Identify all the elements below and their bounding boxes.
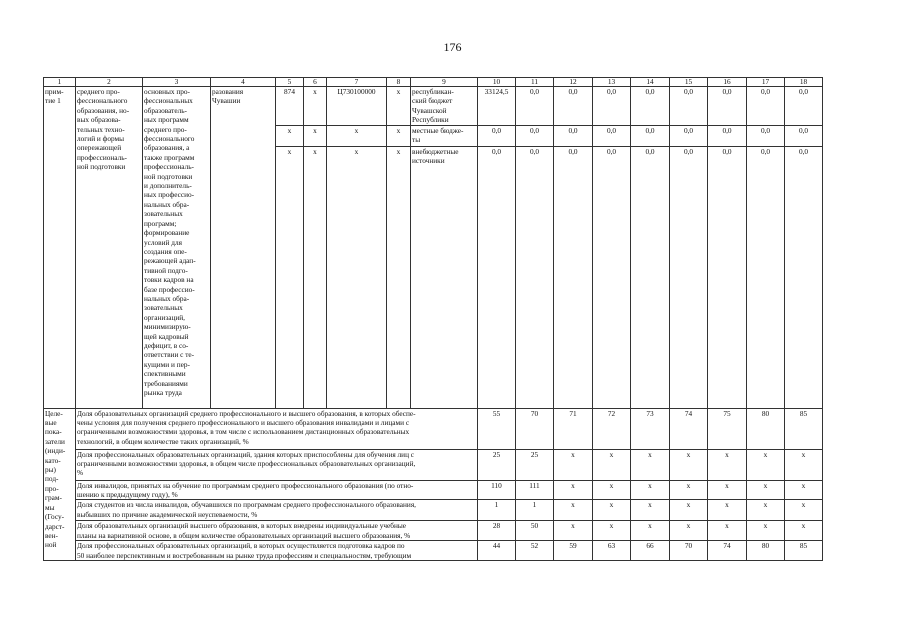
indicator-value: 28 (478, 521, 516, 541)
indicator-value: 1 (516, 500, 554, 521)
funding-value: 0,0 (593, 125, 631, 146)
indicator-value: 25 (516, 449, 554, 480)
col4-executor: разования Чувашии (211, 87, 276, 409)
indicator-value: 85 (785, 541, 823, 561)
indicator-value: 73 (631, 408, 670, 449)
indicator-value: х (670, 521, 708, 541)
indicator-value: 74 (670, 408, 708, 449)
funding-value: 0,0 (478, 146, 516, 408)
funding-source: местные бюдже- ты (411, 125, 478, 146)
expense-type-code: х (387, 125, 411, 146)
grbs-code: 874 (276, 87, 304, 126)
funding-value: 0,0 (708, 125, 747, 146)
target-indicators-label: Целе- вые пока- затели (инди- като- ры) под- про- грам- мы (Госу- дарст- вен- ной (44, 408, 76, 561)
funding-value: 0,0 (708, 146, 747, 408)
indicator-value: х (747, 449, 785, 480)
indicator-value: 80 (747, 541, 785, 561)
indicator-value: 110 (478, 480, 516, 500)
funding-value: 0,0 (478, 125, 516, 146)
funding-source: республикан- ский бюджет Чувашской Республики (411, 87, 478, 126)
col1-primer: прим- тие 1 (44, 87, 76, 409)
column-number-16: 16 (708, 78, 747, 87)
indicator-value: 72 (593, 408, 631, 449)
column-number-14: 14 (631, 78, 670, 87)
indicator-value: 71 (554, 408, 593, 449)
expense-type-code: х (387, 87, 411, 126)
indicator-value: х (747, 480, 785, 500)
indicator-value: х (670, 449, 708, 480)
funding-value: 0,0 (593, 87, 631, 126)
indicator-value: х (554, 449, 593, 480)
funding-value: 0,0 (708, 87, 747, 126)
funding-row (44, 87, 823, 126)
indicator-value: х (708, 480, 747, 500)
indicator-value: х (593, 480, 631, 500)
column-number-2: 2 (76, 78, 143, 87)
indicator-value: 70 (670, 541, 708, 561)
indicator-value: х (747, 521, 785, 541)
grbs-code: х (276, 146, 304, 408)
column-number-11: 11 (516, 78, 554, 87)
indicator-value: 50 (516, 521, 554, 541)
indicator-row (44, 480, 823, 500)
page-number: 176 (443, 40, 462, 54)
funding-value: 0,0 (516, 87, 554, 126)
column-number-5: 5 (276, 78, 304, 87)
indicator-value: х (631, 449, 670, 480)
indicator-value: х (670, 500, 708, 521)
col3-measures: основных про- фессиональных образователь- ных программ среднего про- фессионального образования, а также программ профессиональ- ной подготовки и дополнитель- ных профессио- нальных обра- зовательных программ; формирование условий для создания опе- режающей адап- тивной подго- товки кадров на базе профессио- нальных обра- зовательных организаций, минимизирую- щей кадровый дефицит, в со- ответствии с те- кущими и пер- спективными требованиями рынка труда (143, 87, 211, 409)
section-code: х (304, 146, 327, 408)
funding-value: 0,0 (631, 87, 670, 126)
expense-type-code: х (387, 146, 411, 408)
indicator-value: х (785, 449, 823, 480)
column-number-8: 8 (387, 78, 411, 87)
indicator-value: х (593, 449, 631, 480)
funding-value: 0,0 (516, 146, 554, 408)
col2-purpose: среднего про- фессионального образования, но- вых образова- тельных техно- логий и формы опережающей профессиональ- ной подготовки (76, 87, 143, 409)
funding-value: 0,0 (554, 125, 593, 146)
column-number-12: 12 (554, 78, 593, 87)
section-code: х (304, 87, 327, 126)
indicator-row (44, 449, 823, 480)
indicator-row (44, 500, 823, 521)
indicator-value: х (785, 500, 823, 521)
indicator-value: 1 (478, 500, 516, 521)
column-number-9: 9 (411, 78, 478, 87)
target-article-code: х (327, 146, 387, 408)
target-article-code: х (327, 125, 387, 146)
indicator-text: Доля инвалидов, принятых на обучение по программам среднего профессионального образования (по отно- шению к предыдущему году), % (76, 480, 478, 500)
indicator-text: Доля образовательных организаций среднего профессионального и высшего образования, в которых обеспе- чены условия для получения среднего профессионального и высшего образования инвалидами и лицами с ограниченными возможностями здоровья, в том числе с использованием дистанционных образовательных технологий, в общем количестве таких организаций, % (76, 408, 478, 449)
indicator-value: 63 (593, 541, 631, 561)
indicator-value: х (631, 480, 670, 500)
indicator-value: х (554, 500, 593, 521)
indicator-text: Доля образовательных организаций высшего образования, в которых внедрены индивидуальные учебные планы на вариативной основе, в общем количестве образовательных организаций высшего образования, % (76, 521, 478, 541)
column-number-17: 17 (747, 78, 785, 87)
funding-value: 0,0 (593, 146, 631, 408)
indicator-value: 111 (516, 480, 554, 500)
funding-value: 0,0 (554, 146, 593, 408)
funding-value: 0,0 (554, 87, 593, 126)
funding-source: внебюджетные источники (411, 146, 478, 408)
funding-value: 0,0 (747, 146, 785, 408)
funding-value: 0,0 (785, 125, 823, 146)
indicator-value: х (631, 500, 670, 521)
funding-value: 0,0 (631, 146, 670, 408)
column-number-13: 13 (593, 78, 631, 87)
subprogram-table (43, 77, 823, 561)
indicator-value: х (747, 500, 785, 521)
funding-value: 0,0 (670, 87, 708, 126)
column-number-18: 18 (785, 78, 823, 87)
indicator-value: х (785, 480, 823, 500)
indicator-row (44, 541, 823, 561)
indicator-value: 59 (554, 541, 593, 561)
funding-value: 0,0 (670, 146, 708, 408)
indicator-value: 66 (631, 541, 670, 561)
column-number-6: 6 (304, 78, 327, 87)
section-code: х (304, 125, 327, 146)
target-article-code: Ц730100000 (327, 87, 387, 126)
indicator-value: х (593, 500, 631, 521)
indicator-value: х (708, 521, 747, 541)
indicator-value: 74 (708, 541, 747, 561)
header-row (44, 78, 823, 87)
funding-value: 0,0 (785, 146, 823, 408)
funding-value: 0,0 (747, 87, 785, 126)
indicator-value: х (708, 500, 747, 521)
indicator-value: 70 (516, 408, 554, 449)
indicator-value: 25 (478, 449, 516, 480)
indicator-row (44, 521, 823, 541)
indicator-row (44, 408, 823, 449)
column-number-3: 3 (143, 78, 211, 87)
indicator-value: х (708, 449, 747, 480)
indicator-value: 80 (747, 408, 785, 449)
indicator-text: Доля профессиональных образовательных организаций, здания которых приспособлены для обучения лиц с ограниченными возможностями здоровья, в общем числе профессиональных образовательных организаций, % (76, 449, 478, 480)
indicator-text: Доля профессиональных образовательных организаций, в которых осуществляется подготовка кадров по 50 наиболее перспективным и востребованным на рынке труда профессиям и специальностям, требующим (76, 541, 478, 561)
indicator-value: х (631, 521, 670, 541)
indicator-value: 75 (708, 408, 747, 449)
funding-value: 0,0 (747, 125, 785, 146)
column-number-1: 1 (44, 78, 76, 87)
column-number-10: 10 (478, 78, 516, 87)
indicator-value: х (554, 521, 593, 541)
funding-value: 33124,5 (478, 87, 516, 126)
indicator-value: х (593, 521, 631, 541)
funding-value: 0,0 (631, 125, 670, 146)
funding-value: 0,0 (785, 87, 823, 126)
funding-value: 0,0 (516, 125, 554, 146)
indicator-value: х (554, 480, 593, 500)
column-number-7: 7 (327, 78, 387, 87)
funding-value: 0,0 (670, 125, 708, 146)
column-number-4: 4 (211, 78, 276, 87)
indicator-value: х (670, 480, 708, 500)
column-number-15: 15 (670, 78, 708, 87)
indicator-value: 52 (516, 541, 554, 561)
indicator-text: Доля студентов из числа инвалидов, обучавшихся по программам среднего профессионального образования, выбывших по причине академической неуспеваемости, % (76, 500, 478, 521)
indicator-value: х (785, 521, 823, 541)
grbs-code: х (276, 125, 304, 146)
indicator-value: 85 (785, 408, 823, 449)
indicator-value: 44 (478, 541, 516, 561)
indicator-value: 55 (478, 408, 516, 449)
